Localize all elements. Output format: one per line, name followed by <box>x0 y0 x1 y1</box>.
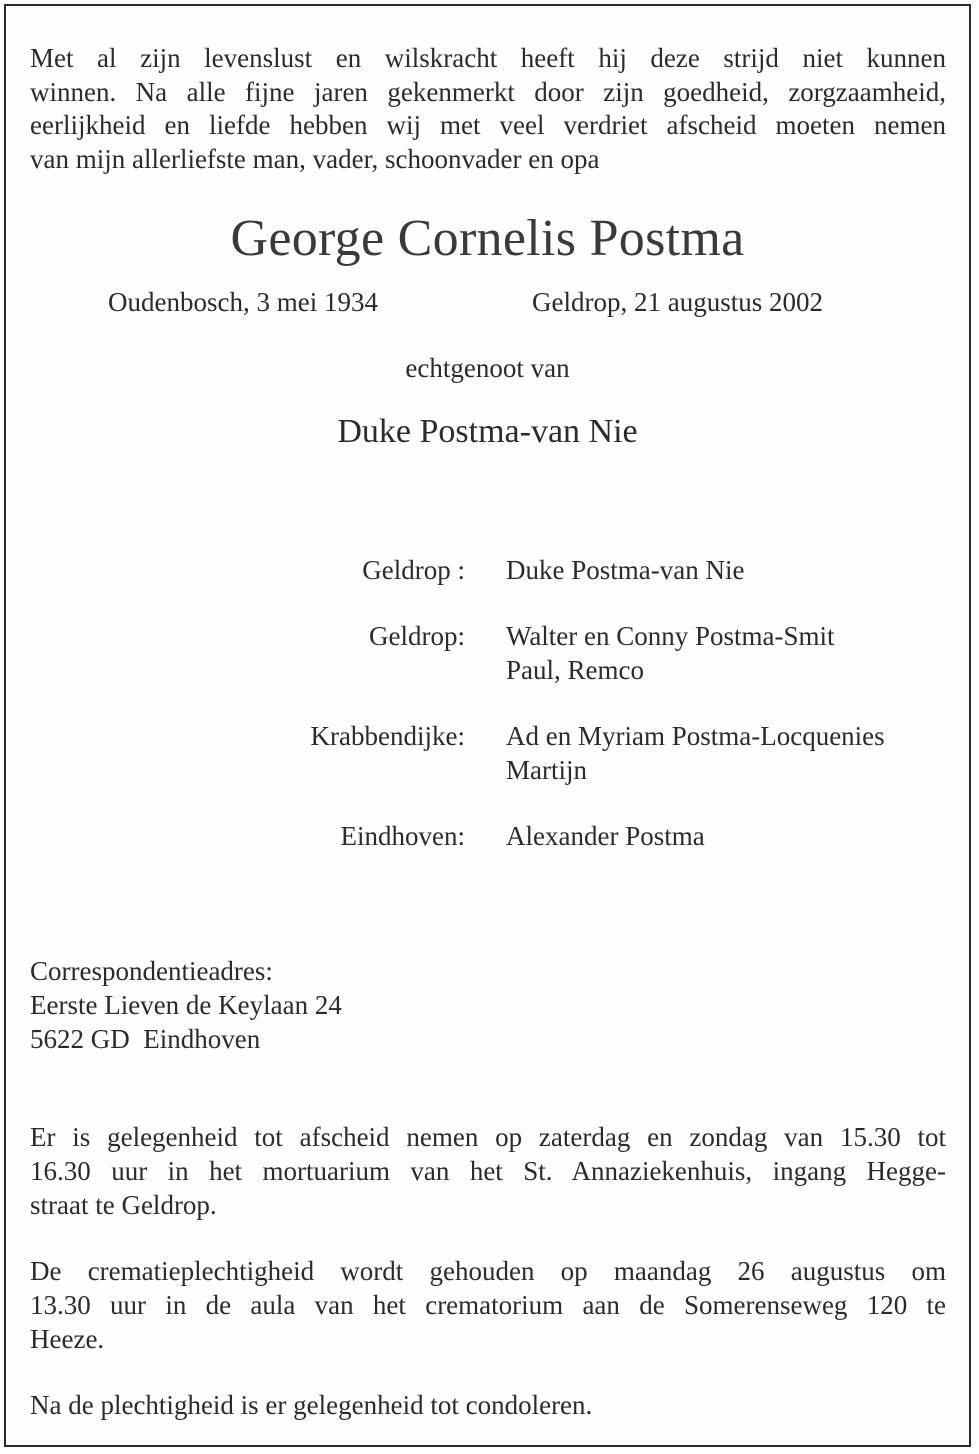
farewell-line: 16.30 uur in het mortuarium van het St. Annaziekenhuis, ingang Hegge- <box>30 1156 946 1186</box>
intro-line: Met al zijn levenslust en wilskracht heeft hij deze strijd niet kunnen <box>30 43 946 73</box>
address-street: Eerste Lieven de Keylaan 24 <box>30 990 342 1020</box>
condolence-paragraph <box>30 1388 946 1422</box>
family-names <box>506 819 705 853</box>
farewell-paragraph <box>30 1120 946 1222</box>
family-names <box>506 719 885 787</box>
obituary-card <box>4 4 971 1447</box>
cremation-line: Heeze. <box>30 1324 105 1354</box>
family-member: Paul, Remco <box>506 655 644 685</box>
family-member: Martijn <box>506 755 587 785</box>
death-date-place: Geldrop, 21 augustus 2002 <box>532 287 823 317</box>
intro-line: van mijn allerliefste man, vader, schoonvader en opa <box>30 143 600 174</box>
address-label: Correspondentieadres: <box>30 956 273 986</box>
correspondence-address <box>30 954 342 1056</box>
family-member: Ad en Myriam Postma-Locquenies <box>506 721 885 751</box>
farewell-line: straat te Geldrop. <box>30 1190 217 1220</box>
family-names <box>506 619 835 687</box>
family-place: Eindhoven: <box>340 821 465 851</box>
intro-line: eerlijkheid en liefde hebben wij met veel verdriet afscheid moeten nemen <box>30 110 946 140</box>
condolence-line: Na de plechtigheid is er gelegenheid tot condoleren. <box>30 1390 593 1420</box>
family-place: Geldrop: <box>369 621 465 651</box>
family-member: Duke Postma-van Nie <box>506 555 745 585</box>
farewell-line: Er is gelegenheid tot afscheid nemen op zaterdag en zondag van 15.30 tot <box>30 1122 946 1152</box>
family-names <box>506 553 744 587</box>
family-member: Alexander Postma <box>506 821 705 851</box>
cremation-line: De crematieplechtigheid wordt gehouden op maandag 26 augustus om <box>30 1256 946 1286</box>
cremation-paragraph <box>30 1254 946 1356</box>
spouse-of-label: echtgenoot van <box>405 353 570 383</box>
cremation-line: 13.30 uur in de aula van het crematorium aan de Somerenseweg 120 te <box>30 1290 946 1320</box>
birth-date-place: Oudenbosch, 3 mei 1934 <box>108 287 378 317</box>
deceased-name: George Cornelis Postma <box>230 210 745 267</box>
address-city: 5622 GD Eindhoven <box>30 1024 261 1054</box>
family-place: Krabbendijke: <box>310 721 465 751</box>
intro-paragraph <box>30 42 946 176</box>
spouse-name: Duke Postma-van Nie <box>337 413 638 450</box>
intro-line: winnen. Na alle fijne jaren gekenmerkt door zijn goedheid, zorgzaamheid, <box>30 76 946 107</box>
family-member: Walter en Conny Postma-Smit <box>506 621 835 651</box>
family-place: Geldrop : <box>362 555 465 585</box>
